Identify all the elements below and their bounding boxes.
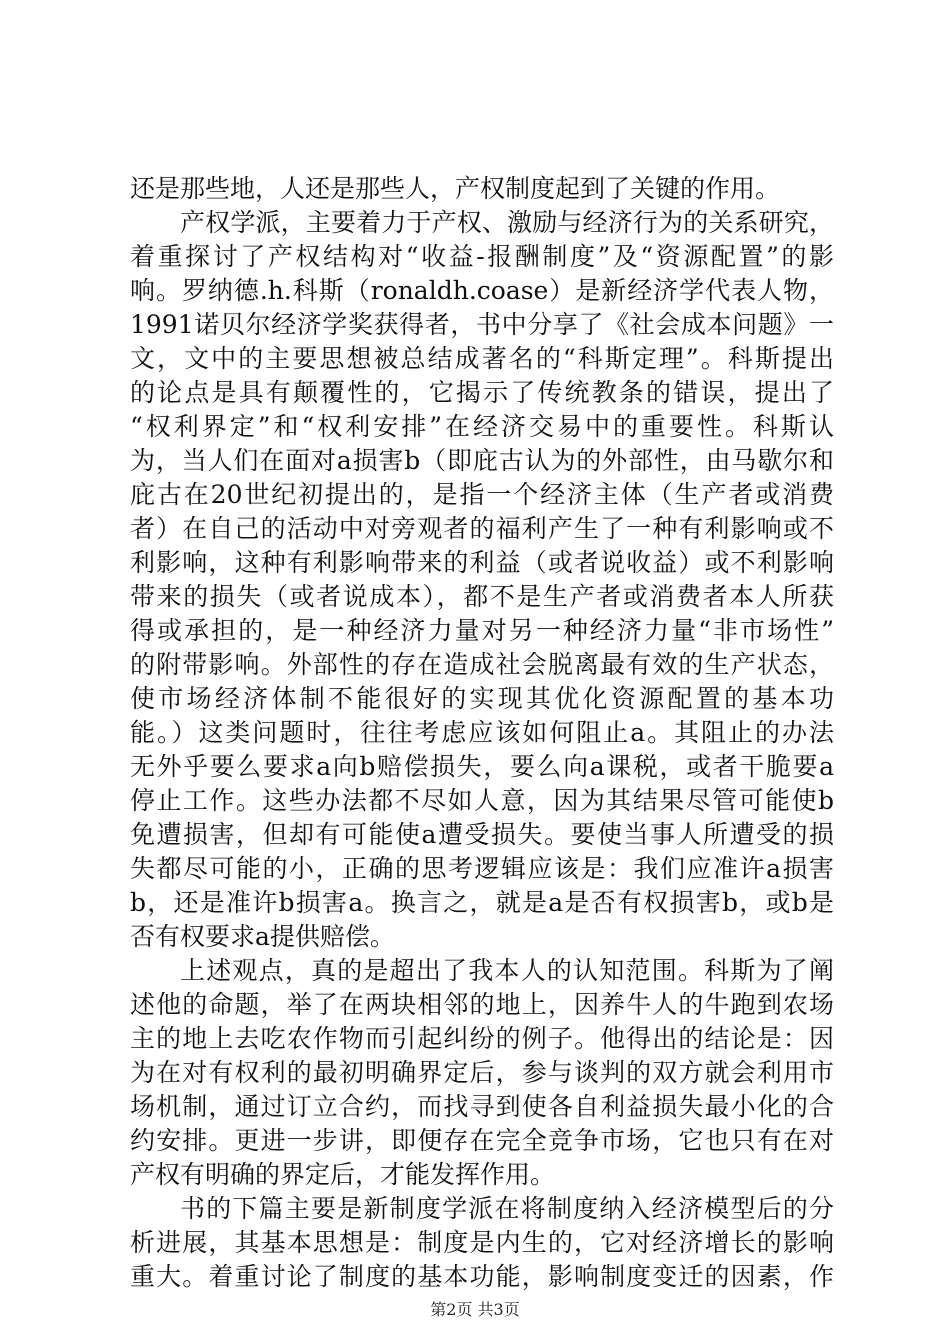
text-line: 着重探讨了产权结构对“收益-报酬制度”及“资源配置”的影 — [130, 242, 834, 271]
text-line: 述他的命题，举了在两块相邻的地上，因养牛人的牛跑到农场 — [130, 990, 834, 1019]
text-line: 者）在自己的活动中对旁观者的福利产生了一种有利影响或不 — [130, 514, 834, 543]
text-line: 为，当人们在面对a损害b（即庇古认为的外部性，由马歇尔和 — [130, 446, 834, 475]
text-line: 产权有明确的界定后，才能发挥作用。 — [130, 1160, 556, 1189]
text-line: 庇古在20世纪初提出的，是指一个经济主体（生产者或消费 — [130, 480, 834, 509]
text-line: 上述观点，真的是超出了我本人的认知范围。科斯为了阐 — [180, 956, 834, 985]
text-line: 产权学派，主要着力于产权、激励与经济行为的关系研究， — [180, 208, 834, 237]
text-line: “权利界定”和“权利安排”在经济交易中的重要性。科斯认 — [130, 412, 834, 441]
text-line: 重大。着重讨论了制度的基本功能，影响制度变迁的因素，作 — [130, 1262, 834, 1291]
text-line: 得或承担的，是一种经济力量对另一种经济力量“非市场性” — [130, 616, 834, 645]
text-line: b，还是准许b损害a。换言之，就是a是否有权损害b，或b是 — [130, 888, 834, 917]
text-line: 主的地上去吃农作物而引起纠纷的例子。他得出的结论是：因 — [130, 1024, 834, 1053]
text-line: 带来的损失（或者说成本），都不是生产者或消费者本人所获 — [130, 582, 834, 611]
text-line: 否有权要求a提供赔偿。 — [130, 922, 395, 951]
text-line: 停止工作。这些办法都不尽如人意，因为其结果尽管可能使b — [130, 786, 834, 815]
text-line: 书的下篇主要是新制度学派在将制度纳入经济模型后的分 — [180, 1194, 834, 1223]
document-body — [130, 172, 834, 1294]
text-line: 利影响，这种有利影响带来的利益（或者说收益）或不利影响 — [130, 548, 834, 577]
text-line: 为在对有权利的最初明确界定后，参与谈判的双方就会利用市 — [130, 1058, 834, 1087]
text-line: 的论点是具有颠覆性的，它揭示了传统教条的错误，提出了 — [130, 378, 834, 407]
text-line: 的附带影响。外部性的存在造成社会脱离最有效的生产状态， — [130, 650, 834, 679]
text-line: 还是那些地，人还是那些人，产权制度起到了关键的作用。 — [130, 174, 781, 203]
text-line: 使市场经济体制不能很好的实现其优化资源配置的基本功 — [130, 684, 834, 713]
text-line: 能。）这类问题时，往往考虑应该如何阻止a。其阻止的办法 — [130, 718, 834, 747]
text-line: 免遭损害，但却有可能使a遭受损失。要使当事人所遭受的损 — [130, 820, 834, 849]
text-line: 约安排。更进一步讲，即便存在完全竞争市场，它也只有在对 — [130, 1126, 834, 1155]
text-line: 失都尽可能的小，正确的思考逻辑应该是：我们应准许a损害 — [130, 854, 834, 883]
page-footer: 第2页 共3页 — [430, 1300, 520, 1319]
text-line: 析进展，其基本思想是：制度是内生的，它对经济增长的影响 — [130, 1228, 834, 1257]
text-line: 响。罗纳德.h.科斯（ronaldh.coase）是新经济学代表人物， — [130, 276, 834, 305]
text-line: 场机制，通过订立合约，而找寻到使各自利益损失最小化的合 — [130, 1092, 834, 1121]
text-line: 无外乎要么要求a向b赔偿损失，要么向a课税，或者干脆要a — [130, 752, 834, 781]
text-line: 1991诺贝尔经济学奖获得者，书中分享了《社会成本问题》一 — [130, 310, 834, 339]
text-line: 文，文中的主要思想被总结成著名的“科斯定理”。科斯提出 — [130, 344, 834, 373]
